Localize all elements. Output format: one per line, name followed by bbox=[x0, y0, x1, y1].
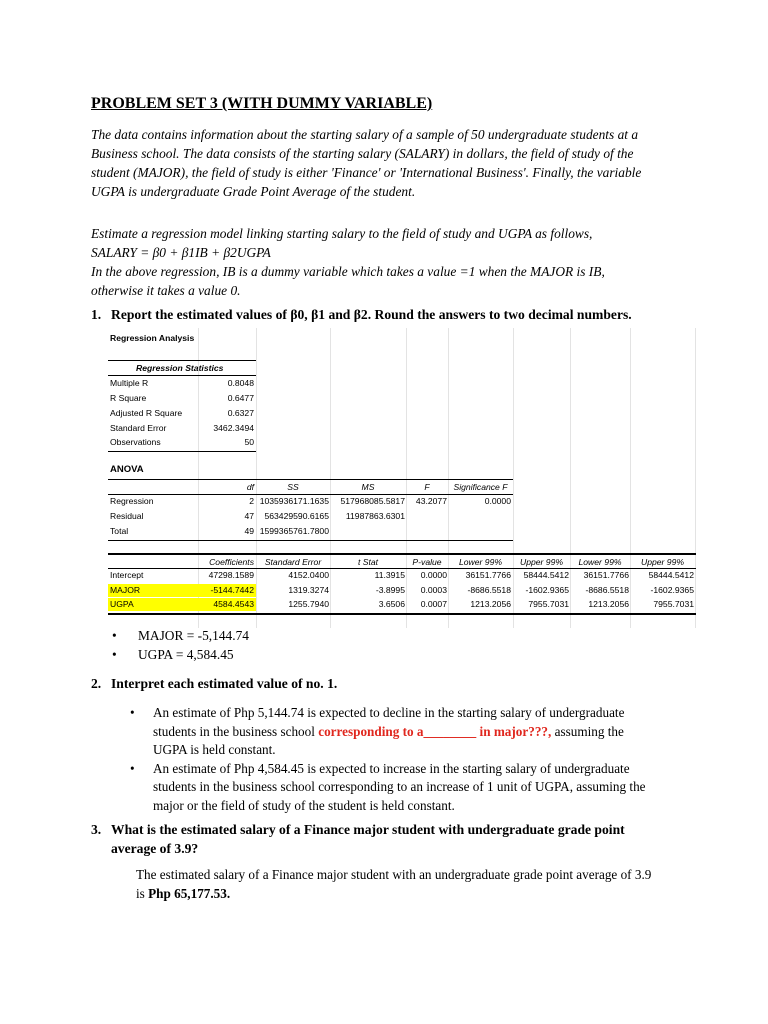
coef-cell: 7955.7031 bbox=[528, 599, 569, 609]
question-text: Interpret each estimated value of no. 1. bbox=[111, 676, 338, 691]
answer-line: UGPA is held constant. bbox=[153, 742, 276, 757]
question-2 bbox=[91, 674, 337, 693]
answer-line: An estimate of Php 4,584.45 is expected to increase in the starting salary of undergraduate bbox=[153, 760, 630, 776]
coef-header: Upper 99% bbox=[641, 557, 684, 567]
coef-header: P-value bbox=[412, 557, 442, 567]
coef-cell: -3.8995 bbox=[375, 585, 405, 595]
question-text: What is the estimated salary of a Finance major student with undergraduate grade point bbox=[111, 822, 625, 837]
stat-label: Adjusted R Square bbox=[110, 408, 183, 418]
answer-text: is bbox=[136, 885, 149, 901]
coef-cell: 3.6506 bbox=[378, 599, 405, 609]
coef-cell: -8686.5518 bbox=[585, 585, 629, 595]
answer-text: students in the business school bbox=[153, 723, 319, 739]
coef-cell: 58444.5412 bbox=[523, 570, 569, 580]
answer-3 bbox=[136, 866, 736, 903]
question-1 bbox=[91, 305, 632, 324]
anova-cell: 1599365761.7800 bbox=[259, 526, 329, 536]
anova-cell: 43.2077 bbox=[415, 496, 447, 506]
coef-cell: -8686.5518 bbox=[467, 585, 511, 595]
stat-label: Multiple R bbox=[110, 378, 149, 388]
list-item bbox=[130, 760, 730, 816]
coef-cell: 4584.4543 bbox=[213, 599, 254, 609]
anova-header: MS bbox=[361, 482, 375, 492]
anova-row-label: Total bbox=[110, 526, 129, 536]
coef-cell: 47298.1589 bbox=[208, 570, 254, 580]
anova-cell: 11987863.6301 bbox=[345, 511, 405, 521]
model-line: SALARY = β0 + β1IB + β2UGPA bbox=[91, 245, 271, 260]
bullet: • bbox=[130, 760, 135, 776]
bullet: • bbox=[112, 628, 117, 643]
coef-cell: 1213.2056 bbox=[470, 599, 511, 609]
answer-line: major or the field of study of the student is held constant. bbox=[153, 797, 455, 813]
anova-header: df bbox=[246, 482, 254, 492]
coef-header: Coefficients bbox=[209, 557, 254, 567]
coef-cell: 36151.7766 bbox=[465, 570, 511, 580]
model-line: Estimate a regression model linking starting salary to the field of study and UGPA as follows, bbox=[91, 226, 593, 241]
stat-value: 0.6327 bbox=[227, 408, 254, 418]
anova-header: F bbox=[424, 482, 430, 492]
coef-header: t Stat bbox=[357, 557, 379, 567]
coef-cell: 0.0003 bbox=[420, 585, 447, 595]
intro-line: UGPA is undergraduate Grade Point Average of the student. bbox=[91, 184, 416, 199]
stat-label: Standard Error bbox=[110, 423, 167, 433]
coef-cell: 0.0000 bbox=[420, 570, 447, 580]
answer-line: The estimated salary of a Finance major student with an undergraduate grade point average of 3.9 bbox=[136, 867, 652, 882]
list-item bbox=[112, 627, 249, 646]
stat-value: 0.6477 bbox=[227, 393, 254, 403]
answer-line bbox=[136, 885, 736, 904]
anova-cell: 2 bbox=[249, 496, 254, 506]
stats-header: Regression Statistics bbox=[136, 363, 224, 373]
intro-line: The data contains information about the starting salary of a sample of 50 undergraduate students at a bbox=[91, 127, 639, 142]
question-text: average of 3.9? bbox=[111, 841, 199, 856]
anova-header: SS bbox=[287, 482, 299, 492]
bullet: • bbox=[112, 646, 117, 662]
anova-label: ANOVA bbox=[110, 464, 144, 475]
intro-line: student (MAJOR), the field of study is either 'Finance' or 'International Business'. Finally, the variable bbox=[91, 165, 642, 180]
coef-cell: 0.0007 bbox=[420, 599, 447, 609]
coef-cell: 1319.3274 bbox=[288, 585, 329, 595]
anova-cell: 1035936171.1635 bbox=[259, 496, 329, 506]
coef-cell: 11.3915 bbox=[374, 570, 405, 580]
stat-value: 3462.3494 bbox=[213, 423, 254, 433]
list-item bbox=[112, 646, 249, 665]
coef-cell: -5144.7442 bbox=[210, 585, 254, 595]
answer-text: UGPA = 4,584.45 bbox=[138, 646, 234, 662]
anova-header: Significance F bbox=[453, 482, 508, 492]
stat-value: 50 bbox=[244, 437, 254, 447]
answer-1-list bbox=[112, 627, 249, 664]
answer-value: Php 65,177.53. bbox=[148, 885, 231, 901]
regression-output-table bbox=[108, 328, 696, 628]
question-text: Report the estimated values of β0, β1 and β2. Round the answers to two decimal numbers. bbox=[111, 307, 632, 322]
coef-header: Lower 99% bbox=[459, 557, 502, 567]
anova-cell: 0.0000 bbox=[484, 496, 511, 506]
coef-cell: -1602.9365 bbox=[650, 585, 694, 595]
answer-text: assuming the bbox=[551, 723, 624, 739]
question-3 bbox=[91, 820, 625, 858]
question-number: 3. bbox=[91, 822, 102, 837]
coef-cell: -1602.9365 bbox=[525, 585, 569, 595]
coef-cell: 1213.2056 bbox=[588, 599, 629, 609]
list-item bbox=[130, 704, 730, 760]
anova-cell: 47 bbox=[244, 511, 254, 521]
model-line: otherwise it takes a value 0. bbox=[91, 283, 241, 298]
anova-cell: 49 bbox=[244, 526, 254, 536]
coef-header: Upper 99% bbox=[520, 557, 563, 567]
stat-label: R Square bbox=[110, 393, 147, 403]
coef-cell: 36151.7766 bbox=[583, 570, 629, 580]
coef-row-label: UGPA bbox=[110, 599, 134, 609]
anova-cell: 517968085.5817 bbox=[340, 496, 405, 506]
answer-line: An estimate of Php 5,144.74 is expected to decline in the starting salary of undergraduate bbox=[153, 705, 625, 720]
coef-header: Standard Error bbox=[264, 557, 322, 567]
answer-line bbox=[153, 723, 730, 742]
question-number: 1. bbox=[91, 307, 102, 322]
stat-value: 0.8048 bbox=[227, 378, 254, 388]
anova-cell: 563429590.6165 bbox=[264, 511, 329, 521]
coef-header: Lower 99% bbox=[578, 557, 622, 567]
answer-line: students in the business school corresponding to an increase of 1 unit of UGPA, assuming the bbox=[153, 779, 646, 794]
coef-cell: 4152.0400 bbox=[288, 570, 329, 580]
bullet: • bbox=[130, 705, 135, 720]
fill-in-blank-text: corresponding to a________ in major???, bbox=[318, 723, 552, 739]
coef-cell: 1255.7940 bbox=[288, 599, 329, 609]
model-line: In the above regression, IB is a dummy variable which takes a value =1 when the MAJOR is IB, bbox=[91, 264, 605, 279]
coef-row-label: Intercept bbox=[110, 570, 144, 580]
coef-cell: 7955.7031 bbox=[653, 599, 694, 609]
question-number: 2. bbox=[91, 676, 102, 691]
stat-label: Observations bbox=[110, 437, 161, 447]
coef-cell: 58444.5412 bbox=[648, 570, 694, 580]
answer-text: MAJOR = -5,144.74 bbox=[138, 628, 249, 643]
sheet-title: Regression Analysis bbox=[110, 333, 195, 343]
coef-row-label: MAJOR bbox=[110, 585, 141, 595]
intro-line: Business school. The data consists of the starting salary (SALARY) in dollars, the field of study of the bbox=[91, 146, 634, 161]
anova-row-label: Regression bbox=[110, 496, 154, 506]
anova-row-label: Residual bbox=[110, 511, 144, 521]
model-paragraph bbox=[91, 224, 691, 300]
answer-2-list bbox=[130, 704, 730, 815]
intro-paragraph bbox=[91, 125, 691, 201]
page-title: PROBLEM SET 3 (WITH DUMMY VARIABLE) bbox=[91, 95, 433, 112]
